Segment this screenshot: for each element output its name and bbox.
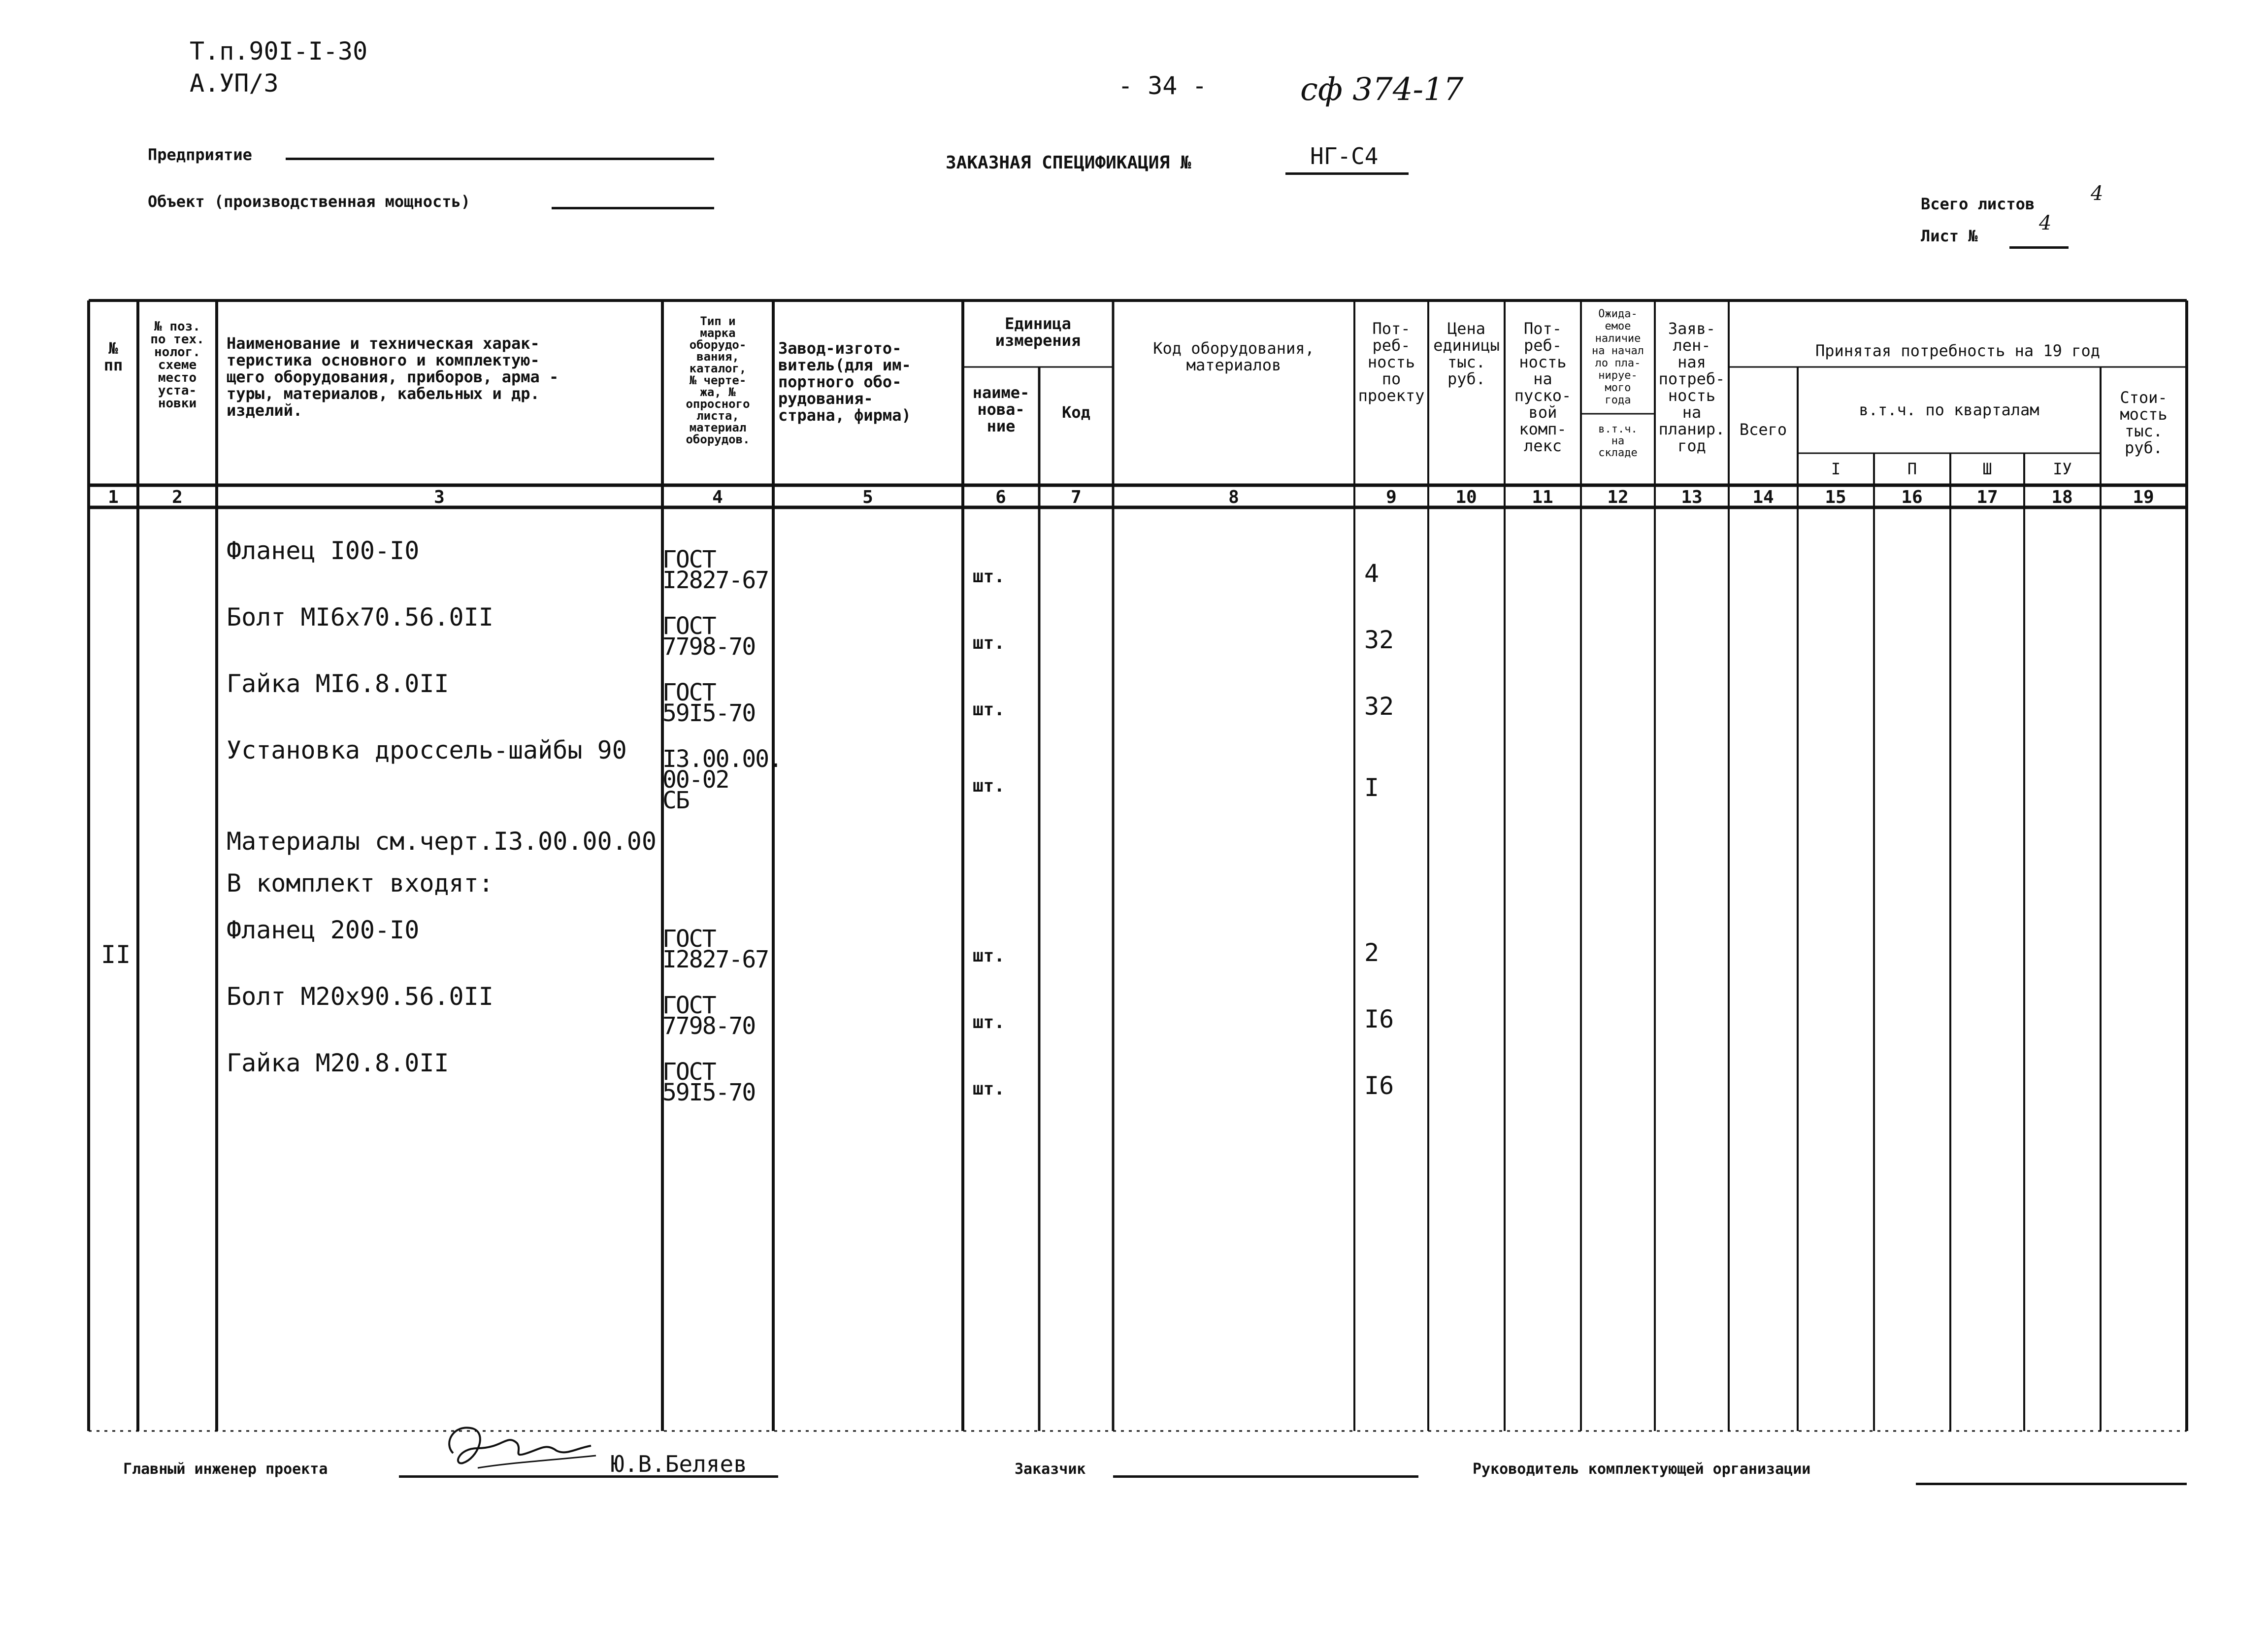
doc-code-line2: А.УП/3 <box>190 69 279 98</box>
row-quantity: 32 <box>1364 626 1394 654</box>
spec-number: НГ-С4 <box>1310 143 1379 169</box>
total-sheets-value: 4 <box>2091 182 2104 205</box>
row-quantity: 4 <box>1364 559 1380 588</box>
col-header-project-need: Пот- реб- ность по проекту <box>1358 319 1425 405</box>
row-quantity: I <box>1364 773 1380 802</box>
col-header-declared-need: Заяв- лен- ная потреб- ность на планир. год <box>1658 319 1725 455</box>
quarter-1-header: I <box>1831 460 1841 478</box>
total-sheets-label: Всего листов <box>1921 195 2035 213</box>
row-quantity: 32 <box>1364 692 1394 721</box>
col-header-unit-price: Цена единицы тыс. руб. <box>1433 319 1500 388</box>
col-header-unit-name: наиме- нова- ние <box>972 383 1030 435</box>
row-item-name: В комплект входят: <box>227 869 493 898</box>
quarter-4-header: IУ <box>2053 460 2072 478</box>
sheet-value: 4 <box>2039 212 2052 234</box>
col-header-cost: Стои- мость тыс. руб. <box>2120 388 2168 457</box>
handwritten-code: сф 374-17 <box>1300 71 1464 108</box>
doc-code-line1: Т.п.90I-I-30 <box>190 37 368 66</box>
supplier-head-line <box>1916 1483 2187 1485</box>
page-number: - 34 - <box>1118 71 1207 100</box>
column-number: 9 <box>1386 487 1397 507</box>
object-label: Объект (производственная мощность) <box>148 192 471 211</box>
row-quantity: 2 <box>1364 938 1380 967</box>
column-number: 6 <box>995 487 1006 507</box>
row-quantity: I6 <box>1364 1005 1394 1033</box>
supplier-head-label: Руководитель комплектующей организации <box>1473 1461 1811 1478</box>
column-number: 3 <box>434 487 445 507</box>
chief-engineer-label: Главный инженер проекта <box>123 1461 328 1478</box>
col-header-quarters: в.т.ч. по кварталам <box>1859 400 2039 419</box>
row-quantity: I6 <box>1364 1071 1394 1100</box>
row-item-name: Болт М20х90.56.0II <box>227 982 493 1011</box>
row-type-standard: ГОСТ I2827-67 <box>662 546 769 594</box>
row-item-name: Материалы см.черт.I3.00.00.00 <box>227 827 657 856</box>
row-unit: шт. <box>973 1079 1005 1099</box>
customer-line <box>1113 1475 1418 1478</box>
column-number: 4 <box>712 487 723 507</box>
row-type-standard: ГОСТ 59I5-70 <box>662 679 756 727</box>
col-header-type: Тип и марка оборудо- вания, каталог, № черте- жа, № опросного листа, материал оборудов. <box>686 314 750 446</box>
col-header-unit: Единица измерения <box>995 314 1081 350</box>
col-header-name: Наименование и техническая харак- теристика основного и комплектую- щего оборудования, приборов, арма - туры, материалов, кабельных и др. изделий. <box>227 334 559 420</box>
column-number: 1 <box>108 487 119 507</box>
row-type-standard: ГОСТ 59I5-70 <box>662 1058 756 1106</box>
column-number: 8 <box>1228 487 1239 507</box>
row-unit: шт. <box>973 633 1005 653</box>
column-number: 11 <box>1532 487 1553 507</box>
column-number: 10 <box>1455 487 1477 507</box>
column-number: 18 <box>2051 487 2073 507</box>
col-header-manufacturer: Завод-изгото- витель(для им- портного обо- рудования- страна, фирма) <box>778 339 911 425</box>
column-number: 19 <box>2133 487 2154 507</box>
col-header-unit-code: Код <box>1062 403 1090 422</box>
column-number: 13 <box>1681 487 1703 507</box>
enterprise-label: Предприятие <box>148 145 252 164</box>
row-unit: шт. <box>973 566 1005 587</box>
row-item-name: Фланец 200-I0 <box>227 916 420 944</box>
col-header-pp: № пп <box>103 339 123 374</box>
column-number: 16 <box>1901 487 1923 507</box>
col-header-position: № поз. по тех. нолог. схеме место уста- новки <box>150 319 204 411</box>
col-header-accepted-need: Принятая потребность на 19 год <box>1815 341 2100 360</box>
column-number: 15 <box>1825 487 1846 507</box>
row-type-standard: ГОСТ 7798-70 <box>662 612 756 661</box>
quarter-2-header: П <box>1907 460 1917 478</box>
row-item-name: Гайка МI6.8.0II <box>227 669 449 698</box>
sheet-label: Лист № <box>1921 227 1978 245</box>
quarter-3-header: Ш <box>1982 460 1992 478</box>
row-type-standard: I3.00.00. 00-02 СБ <box>662 745 782 814</box>
column-number: 7 <box>1071 487 1082 507</box>
customer-label: Заказчик <box>1015 1461 1086 1478</box>
spec-title: ЗАКАЗНАЯ СПЕЦИФИКАЦИЯ № <box>946 153 1191 173</box>
row-unit: шт. <box>973 946 1005 966</box>
col-header-startup-need: Пот- реб- ность на пуско- вой комп- лекс <box>1514 319 1572 455</box>
column-number: 5 <box>862 487 873 507</box>
col-header-equipment-code: Код оборудования, материалов <box>1153 339 1315 374</box>
row-pp-number: II <box>101 940 131 969</box>
row-unit: шт. <box>973 1012 1005 1032</box>
row-unit: шт. <box>973 699 1005 720</box>
row-item-name: Установка дроссель-шайбы 90 <box>227 736 627 765</box>
row-unit: шт. <box>973 776 1005 796</box>
row-item-name: Гайка М20.8.0II <box>227 1049 449 1077</box>
chief-engineer-name: Ю.В.Беляев <box>611 1451 747 1477</box>
row-item-name: Фланец I00-I0 <box>227 536 420 565</box>
col-header-total: Всего <box>1739 420 1787 439</box>
column-number: 14 <box>1752 487 1774 507</box>
row-type-standard: ГОСТ I2827-67 <box>662 925 769 973</box>
column-number: 12 <box>1607 487 1629 507</box>
row-type-standard: ГОСТ 7798-70 <box>662 992 756 1040</box>
row-item-name: Болт МI6х70.56.0II <box>227 603 493 632</box>
col-header-expected-stock: Ожида- емое наличие на начал ло пла- нируе- мого года <box>1592 308 1644 406</box>
column-number: 2 <box>172 487 183 507</box>
col-header-in-stock: в.т.ч. на складе <box>1598 423 1638 459</box>
column-number: 17 <box>1976 487 1998 507</box>
signature <box>433 1414 601 1478</box>
